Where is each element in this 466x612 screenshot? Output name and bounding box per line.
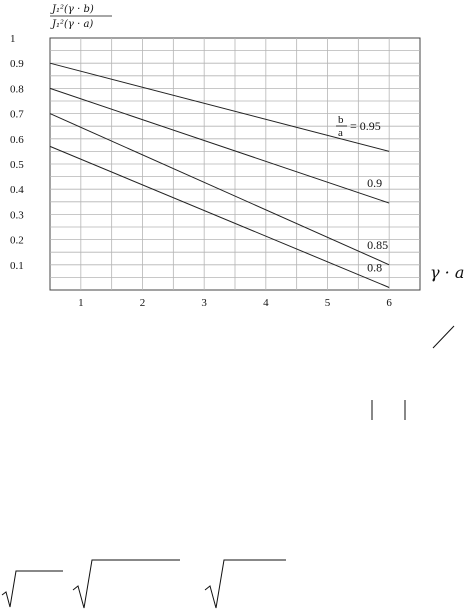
chart-grid (50, 38, 420, 290)
x-axis-label: γ · a (430, 263, 465, 282)
y-tick-label: 1 (10, 33, 16, 45)
series-label-0.9: 0.9 (367, 176, 383, 191)
y-tick-label: 0.9 (10, 58, 24, 71)
y-axis-label (50, 4, 112, 30)
x-tick-label: 3 (201, 297, 207, 309)
y-tick-label: 0.8 (10, 83, 24, 96)
radical-fragment-2 (73, 560, 180, 608)
series-label-0.8: 0.8 (367, 260, 383, 275)
x-tick-label: 5 (324, 297, 331, 309)
legend-var-num: b (338, 114, 344, 126)
y-tick-label: 0.2 (10, 234, 24, 247)
y-tick-label: 0.7 (10, 108, 24, 121)
y-tick-label: 0.6 (10, 133, 24, 146)
y-tick-label: 0.1 (10, 259, 24, 272)
x-tick-labels (78, 297, 392, 309)
page-fragments (2, 326, 454, 608)
y-tick-label: 0.5 (10, 159, 24, 171)
series-label-0.85: 0.85 (367, 237, 389, 252)
legend-var-den: a (338, 127, 343, 139)
y-axis-label-numerator: J₁²(γ · b) (52, 4, 94, 15)
radical-fragment-1 (2, 571, 63, 607)
y-tick-label: 0.3 (10, 209, 24, 222)
y-axis-label-denominator: J₁²(γ · a) (52, 19, 94, 30)
x-tick-label: 2 (139, 297, 146, 309)
x-tick-label: 6 (386, 297, 392, 309)
chart-series (50, 63, 389, 287)
legend-eq: = 0.95 (350, 119, 381, 133)
radical-fragment-3 (205, 560, 286, 608)
series-line-0.9 (50, 88, 389, 203)
y-tick-labels (10, 33, 24, 272)
x-tick-label: 4 (263, 297, 269, 309)
slash-fragment (433, 326, 454, 348)
series-line-0.8 (50, 146, 389, 287)
series-labels (367, 176, 388, 274)
y-tick-label: 0.4 (10, 184, 24, 197)
x-tick-label: 1 (78, 297, 84, 309)
